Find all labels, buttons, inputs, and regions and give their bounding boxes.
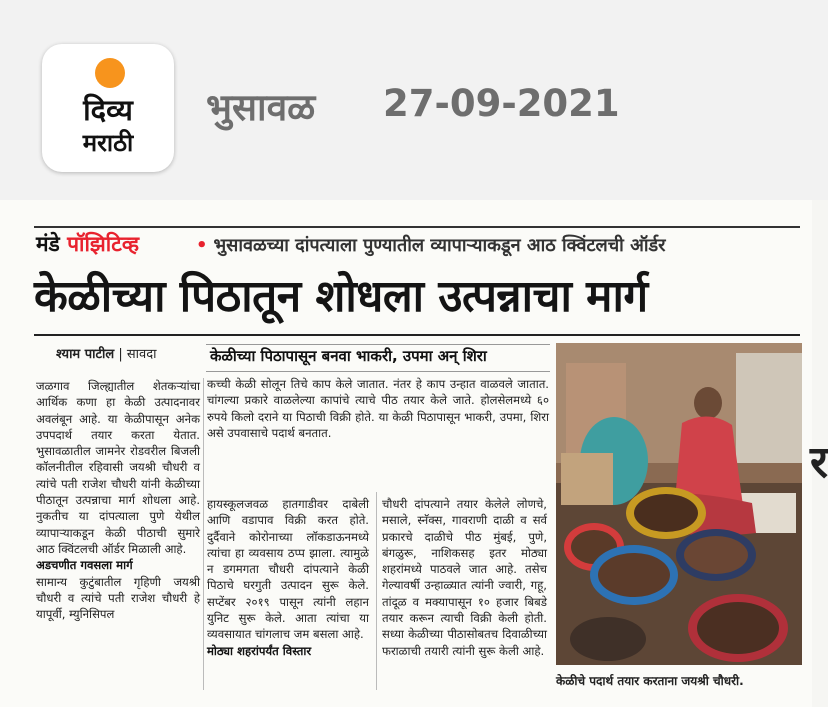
sun-icon	[95, 58, 125, 88]
adjacent-headline-fragment: र	[810, 437, 828, 488]
column-3	[382, 496, 547, 659]
edition-city: भुसावळ	[206, 86, 316, 129]
top-rule	[34, 226, 800, 228]
logo-text-line2: मराठी	[82, 129, 134, 157]
column-1	[36, 378, 200, 622]
intro-text: कच्ची केळी सोलून तिचे काप केले जातात. नंतर हे काप उन्हात वाळवले जातात. चांगल्या प्रकारे वाळलेल्या कापांचे त्याचे पीठ तयार केले जाते. होलसेलमध्ये ६० रुपये किलो दराने या पिठाची विक्री होते. या केळी पिठापासून भाकरी, उपमा, शिरा असे उपवासाचे पदार्थ बनतात.	[207, 377, 549, 440]
column-3-paragraph: चौधरी दांपत्याने तयार केलेले लोणचे, मसाले, स्नॅक्स, गावराणी दाळी व सर्व प्रकारचे दाळीचे पीठ मुंबई, पुणे, बंगळुरू, नाशिकसह इतर मोठ्या शहरांमध्ये पाठवले जात आहे. तसेच गेल्यावर्षी उन्हाळ्यात त्यांनी ज्वारी, गहू, तांदूळ व मक्यापासून १० हजार बिबडे तयार करून त्याची विक्री केली होती. सध्या केळीच्या पीठासोबतच दिवाळीच्या फराळाची तयारी त्यांनी सुरू केली आहे.	[382, 497, 547, 658]
subheadline: केळीच्या पिठापासून बनवा भाकरी, उपमा अन् शिरा	[210, 347, 487, 365]
kicker	[196, 233, 666, 257]
column-2-subhead: मोठ्या शहरांपर्यंत विस्तार	[207, 643, 312, 658]
byline-place: सावदा	[126, 347, 157, 362]
logo-text-line1: दिव्य	[83, 93, 133, 127]
byline	[56, 344, 157, 362]
article-photo[interactable]	[556, 343, 802, 665]
byline-name: श्याम पाटील	[56, 347, 115, 362]
section-brand-a: मंडे	[36, 232, 68, 256]
section-brand	[36, 230, 139, 258]
column-1-paragraph: जळगाव जिल्ह्यातील शेतकऱ्यांचा आर्थिक कणा हा केळी उत्पादनावर अवलंबून आहे. या केळीपासून अनेक उपपदार्थ तयार करता येतात. भुसावळातील जामनेर रोडवरील बिजली कॉलनीतील रहिवासी जयश्री चौधरी व त्यांचे पती राजेश चौधरी यांनी केळीच्या पीठातून उत्पन्नाचा मार्ग शोधला आहे. नुकतीच या दांपत्याला पुणे येथील व्यापाऱ्याकडून केळी पीठाची सुमारे आठ क्विंटलची ऑर्डर मिळाली आहे.	[36, 379, 200, 556]
newspaper-logo[interactable]	[42, 44, 174, 172]
edition-date: 27-09-2021	[383, 82, 620, 125]
column-2	[207, 496, 369, 659]
section-brand-b: पॉझिटिव्ह	[67, 232, 140, 256]
photo-caption: केळीचे पदार्थ तयार करताना जयश्री चौधरी.	[556, 674, 744, 688]
bullet-icon: •	[196, 235, 208, 256]
column-2-paragraph: हायस्कूलजवळ हातगाडीवर दाबेली आणि वडापाव विक्री करत होते. दुर्दैवाने कोरोनाच्या लॉकडाऊनमध्ये त्यांचा हा व्यवसाय ठप्प झाला. त्यामुळे न डगमगता चौधरी दांपत्याने केळी पिठाचे घरगुती उत्पादन सुरू केले. सप्टेंबर २०१९ पासून त्यांनी लहान युनिट सुरू केले. आता त्यांचा या व्यवसायात चांगलाच जम बसला आहे.	[207, 497, 369, 642]
column-divider	[203, 378, 204, 690]
headline-rule	[34, 334, 800, 336]
byline-divider: |	[118, 347, 127, 362]
column-1-paragraph-2: सामान्य कुटुंबातील गृहिणी जयश्री चौधरी व त्यांचे पती राजेश चौधरी हे यापूर्वी, म्युनिसिपल	[36, 574, 200, 622]
app-header	[0, 0, 828, 200]
column-divider	[376, 492, 377, 690]
photo-illustration	[556, 343, 802, 665]
intro-block	[207, 376, 549, 441]
adjacent-article-edge	[812, 200, 828, 707]
headline: केळीच्या पिठातून शोधला उत्पन्नाचा मार्ग	[34, 271, 648, 322]
column-1-subhead: अडचणीत गवसला मार्ग	[36, 558, 133, 573]
kicker-text: भुसावळच्या दांपत्याला पुण्यातील व्यापाऱ्याकडून आठ क्विंटलची ऑर्डर	[213, 235, 666, 256]
